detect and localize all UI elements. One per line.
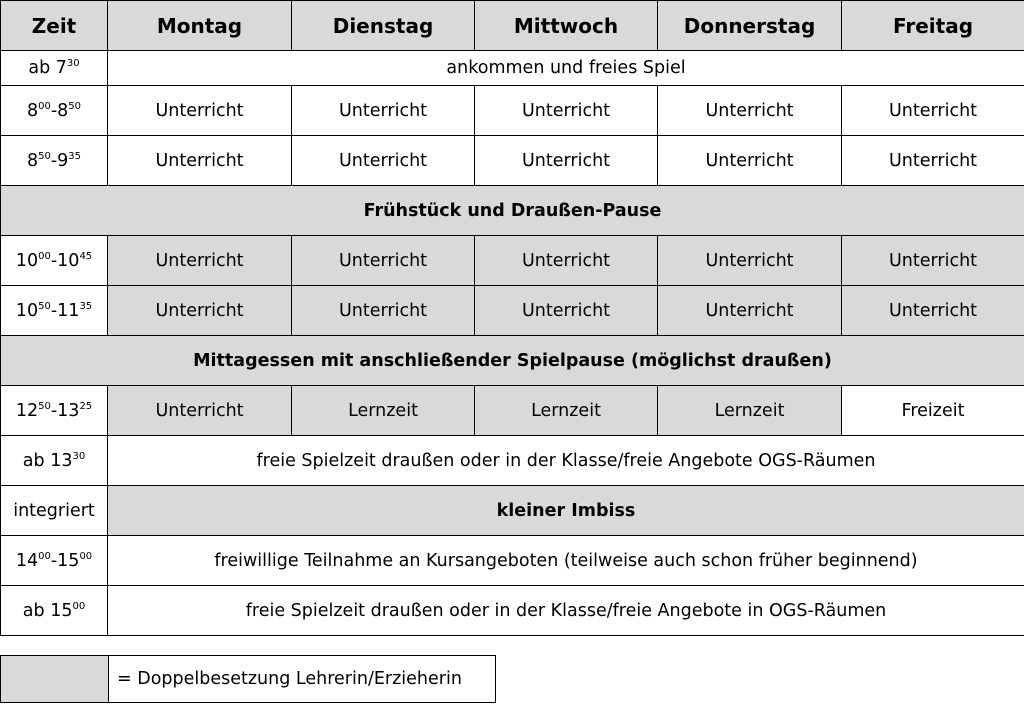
lesson-cell-fri: Unterricht xyxy=(842,286,1024,336)
time-cell: $8^{00}-8^{50}$ xyxy=(1,86,108,136)
courses-cell: freiwillige Teilnahme an Kursangeboten (teilweise auch schon früher beginnend) xyxy=(108,536,1024,586)
time-cell: $8^{50}-9^{35}$ xyxy=(1,136,108,186)
lesson-cell-tue: Unterricht xyxy=(292,136,475,186)
time-cell: $10^{50}-11^{35}$ xyxy=(1,286,108,336)
lesson-cell-thu: Lernzeit xyxy=(658,386,842,436)
header-mittwoch: Mittwoch xyxy=(475,1,658,51)
time-cell: integriert xyxy=(1,486,108,536)
lesson-cell-mon: Unterricht xyxy=(108,136,292,186)
time-cell: $14^{00}-15^{00}$ xyxy=(1,536,108,586)
table-row xyxy=(1,86,1024,136)
lesson-cell-mon: Unterricht xyxy=(108,386,292,436)
lesson-cell-fri: Unterricht xyxy=(842,136,1024,186)
table-row xyxy=(1,336,1024,386)
arrival-cell: ankommen und freies Spiel xyxy=(108,51,1024,86)
time-cell: $12^{50}-13^{25}$ xyxy=(1,386,108,436)
lesson-cell-wed: Unterricht xyxy=(475,136,658,186)
lesson-cell-wed: Lernzeit xyxy=(475,386,658,436)
legend-text: = Doppelbesetzung Lehrerin/Erzieherin xyxy=(117,669,462,689)
table-row xyxy=(1,486,1024,536)
header-row xyxy=(1,1,1024,51)
lesson-cell-tue: Unterricht xyxy=(292,236,475,286)
lesson-cell-thu: Unterricht xyxy=(658,86,842,136)
breakfast-break-cell: Frühstück und Draußen-Pause xyxy=(1,186,1024,236)
lesson-cell-fri: Unterricht xyxy=(842,236,1024,286)
table-row xyxy=(1,136,1024,186)
lesson-cell-wed: Unterricht xyxy=(475,286,658,336)
header-freitag: Freitag xyxy=(842,1,1024,51)
freeplay-cell: freie Spielzeit draußen oder in der Klasse/freie Angebote OGS-Räumen xyxy=(108,436,1024,486)
table-row xyxy=(1,236,1024,286)
table-row xyxy=(1,286,1024,336)
lesson-cell-thu: Unterricht xyxy=(658,286,842,336)
header-dienstag: Dienstag xyxy=(292,1,475,51)
header-zeit: Zeit xyxy=(1,1,108,51)
header-donnerstag: Donnerstag xyxy=(658,1,842,51)
time-cell: ab $7^{30}$ xyxy=(1,51,108,86)
lesson-cell-tue: Lernzeit xyxy=(292,386,475,436)
lesson-cell-wed: Unterricht xyxy=(475,86,658,136)
lesson-cell-mon: Unterricht xyxy=(108,236,292,286)
lesson-cell-thu: Unterricht xyxy=(658,136,842,186)
lesson-cell-thu: Unterricht xyxy=(658,236,842,286)
table-row xyxy=(1,186,1024,236)
time-cell: ab $15^{00}$ xyxy=(1,586,108,636)
lesson-cell-mon: Unterricht xyxy=(108,286,292,336)
legend xyxy=(0,655,496,703)
lunch-break-cell: Mittagessen mit anschließender Spielpause (möglichst draußen) xyxy=(1,336,1024,386)
freeplay-cell: freie Spielzeit draußen oder in der Klasse/freie Angebote in OGS-Räumen xyxy=(108,586,1024,636)
table-row xyxy=(1,386,1024,436)
time-cell: ab $13^{30}$ xyxy=(1,436,108,486)
lesson-cell-tue: Unterricht xyxy=(292,86,475,136)
lesson-cell-wed: Unterricht xyxy=(475,236,658,286)
lesson-cell-fri: Unterricht xyxy=(842,86,1024,136)
table-row xyxy=(1,51,1024,86)
lesson-cell-fri: Freizeit xyxy=(842,386,1024,436)
snack-cell: kleiner Imbiss xyxy=(108,486,1024,536)
header-montag: Montag xyxy=(108,1,292,51)
table-row xyxy=(1,586,1024,636)
table-row xyxy=(1,536,1024,586)
table-row xyxy=(1,436,1024,486)
time-cell: $10^{00}-10^{45}$ xyxy=(1,236,108,286)
legend-swatch xyxy=(1,656,109,702)
lesson-cell-tue: Unterricht xyxy=(292,286,475,336)
lesson-cell-mon: Unterricht xyxy=(108,86,292,136)
